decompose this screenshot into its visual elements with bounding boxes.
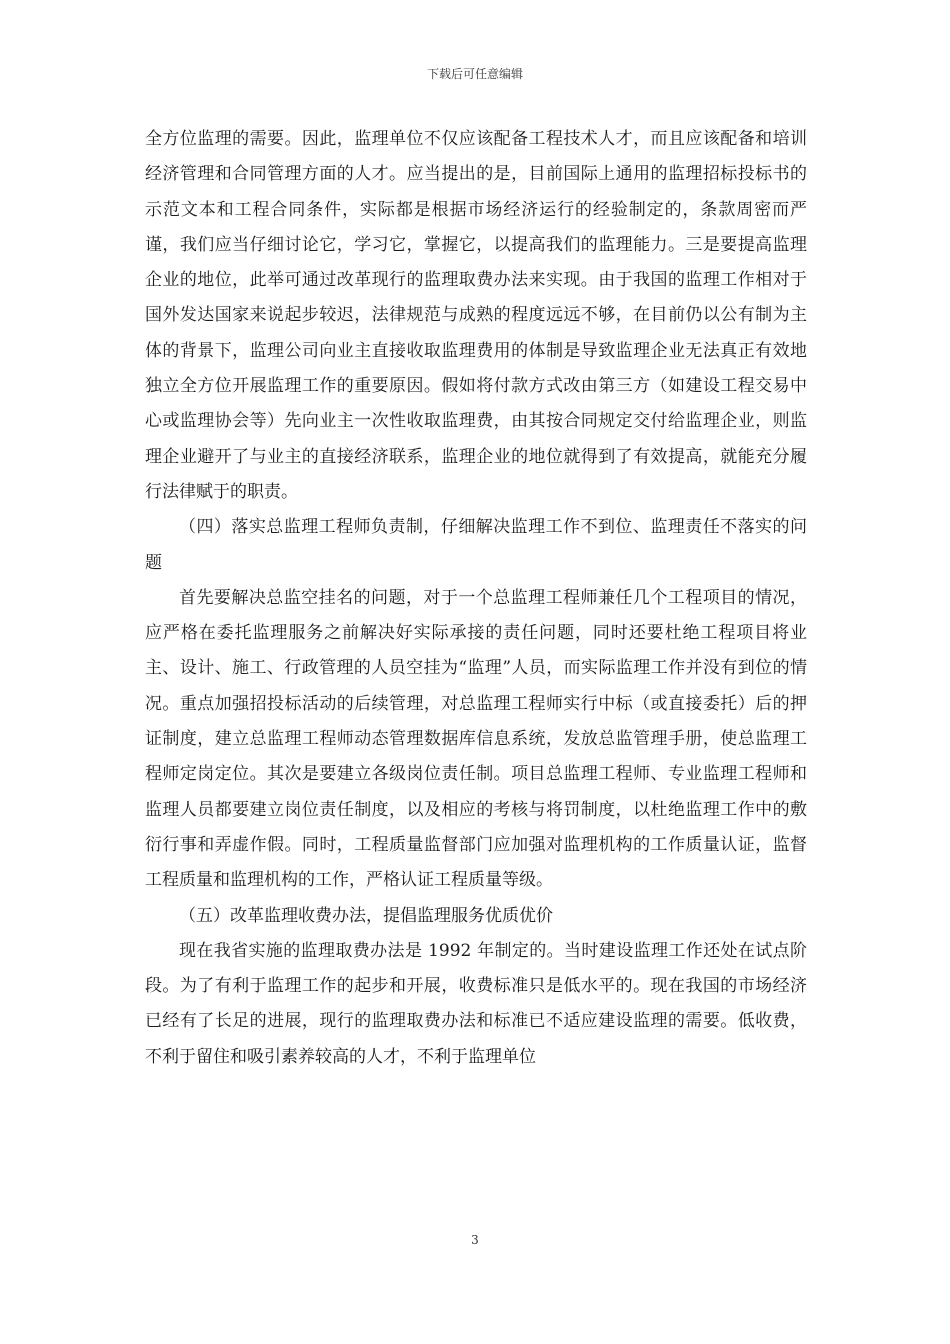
- paragraph: 首先要解决总监空挂名的问题，对于一个总监理工程师兼任几个工程项目的情况，应严格在委托监理服务之前解决好实际承接的责任问题，同时还要杜绝工程项目将业主、设计、施工、行政管理的人员空挂为“监理”人员，而实际监理工作并没有到位的情况。重点加强招投标活动的后续管理，对总监理工程师实行中标（或直接委托）后的押证制度，建立总监理工程师动态管理数据库信息系统，发放总监管理手册，使总监理工程师定岗定位。其次是要建立各级岗位责任制。项目总监理工程师、专业监理工程师和监理人员都要建立岗位责任制度，以及相应的考核与将罚制度，以杜绝监理工作中的敷衍行事和弄虚作假。同时，工程质量监督部门应加强对监理机构的工作质量认证，监督工程质量和监理机构的工作，严格认证工程质量等级。: [145, 587, 807, 891]
- page-number: 3: [471, 1233, 479, 1247]
- paragraph: 现在我省实施的监理取费办法是 1992 年制定的。当时建设监理工作还处在试点阶段。为了有利于监理工作的起步和开展，收费标准只是低水平的。现在我国的市场经济已经有了长足的进展，现行的监理取费办法和标准已不适应建设监理的需要。低收费，不利于留住和吸引素养较高的人才，不利于监理单位: [145, 940, 807, 1067]
- page-header: 下载后可任意编辑: [426, 67, 523, 81]
- section-heading-5: （五）改革监理收费办法，提倡监理服务优质优价: [179, 905, 553, 926]
- paragraph-continued: 全方位监理的需要。因此，监理单位不仅应该配备工程技术人才，而且应该配备和培训经济管理和合同管理方面的人才。应当提出的是，目前国际上通用的监理招标投标书的示范文本和工程合同条件，实际都是根据市场经济运行的经验制定的，条款周密而严谨，我们应当仔细讨论它，学习它，掌握它，以提高我们的监理能力。三是要提高监理企业的地位，此举可通过改革现行的监理取费办法来实现。由于我国的监理工作相对于国外发达国家来说起步较迟，法律规范与成熟的程度远远不够，在目前仍以公有制为主体的背景下，监理公司向业主直接收取监理费用的体制是导致监理企业无法真正有效地独立全方位开展监理工作的重要原因。假如将付款方式改由第三方（如建设工程交易中心或监理协会等）先向业主一次性收取监理费，由其按合同规定交付给监理企业，则监理企业避开了与业主的直接经济联系，监理企业的地位就得到了有效提高，就能充分履行法律赋于的职责。: [145, 129, 807, 502]
- document-body: [145, 122, 807, 1075]
- section-heading-4: （四）落实总监理工程师负责制，仔细解决监理工作不到位、监理责任不落实的问题: [145, 517, 807, 573]
